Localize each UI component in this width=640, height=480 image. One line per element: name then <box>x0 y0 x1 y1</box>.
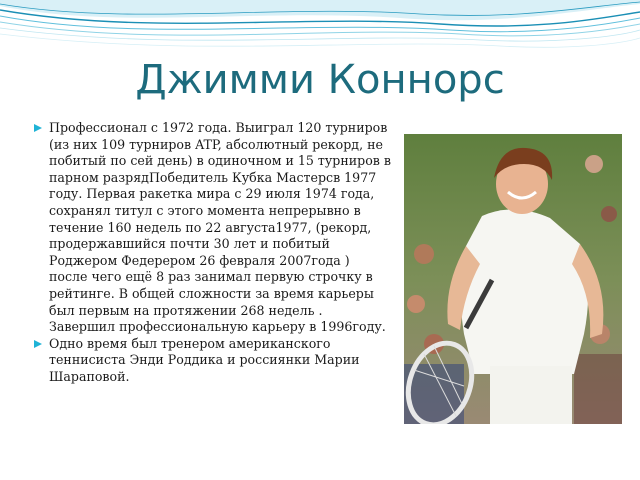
bullet-text: Одно время был тренером американского теннисиста Энди Роддика и россиянки Марии Шараповой. <box>49 335 360 384</box>
slide-title: Джимми Коннорс <box>135 57 505 103</box>
tennis-player-icon <box>404 134 622 424</box>
bullet-arrow-icon <box>34 124 42 132</box>
bullet-list <box>34 120 392 386</box>
bullet-item-career <box>34 120 392 336</box>
bullet-text: Профессионал с 1972 года. Выиграл 120 турниров (из них 109 турниров ATP, абсолютный рекорд, не побитый по сей день) в одиночном и 15 турниров в парном разрядПобедитель Кубка Мастерсв 1977 году. Первая ракетка мира с 29 июля 1974 года, сохранял титул с этого момента непрерывно в течение 160 недель по 22 августа1977, (рекорд, продержавшийся почти 30 лет и побитый Роджером Федерером 26 февраля 2007года ) после чего ещё 8 раз занимал первую строчку в рейтинге. В общей сложности за время карьеры был первым на протяжении 268 недель . Завершил профессиональную карьеру в 1996году. <box>49 120 391 335</box>
bullet-item-coach <box>34 336 392 386</box>
bullet-arrow-icon <box>34 340 42 348</box>
tennis-player-photo <box>404 134 622 424</box>
